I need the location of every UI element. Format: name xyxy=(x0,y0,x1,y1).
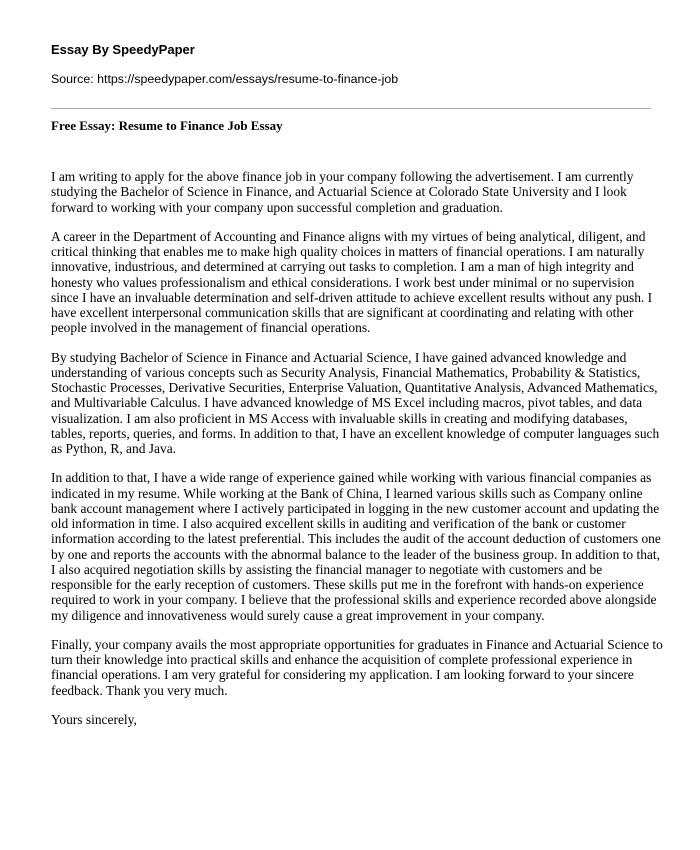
essay-body xyxy=(51,169,663,741)
essay-paragraph-4: In addition to that, I have a wide range of experience gained while working with various financial companies as indicated in my resume. While working at the Bank of China, I learned various skills such as Company online bank account management where I actively participated in logging in the new customer account and updating the old information in time. I also acquired excellent skills in auditing and verification of the bank or customer information according to the latest preferential. This includes the audit of the account deduction of customers one by one and reports the accounts with the abnormal balance to the leader of the business group. In addition to that, I also acquired negotiation skills by assisting the financial manager to negotiate with customers and be responsible for the early reception of customers. These skills put me in the forefront with hands-on experience required to work in your company. I believe that the professional skills and experience recorded above alongside my diligence and innovativeness would surely cause a great improvement in your company. xyxy=(51,470,661,623)
essay-paragraph-3: By studying Bachelor of Science in Finance and Actuarial Science, I have gained advanced knowledge and understanding of various concepts such as Security Analysis, Financial Mathematics, Probability & Statistics, Stochastic Processes, Derivative Securities, Enterprise Valuation, Quantitative Analysis, Advanced Mathematics, and Multivariable Calculus. I have advanced knowledge of MS Excel including macros, pivot tables, and data visualization. I am also proficient in MS Access with invaluable skills in creating and modifying databases, tables, reports, queries, and forms. In addition to that, I have an excellent knowledge of computer languages such as Python, R, and Java. xyxy=(51,349,660,456)
essay-paragraph-2: A career in the Department of Accounting and Finance aligns with my virtues of being analytical, diligent, and critical thinking that enables me to make high quality choices in matters of financial operations. I am naturally innovative, industrious, and determined at carrying out tasks to completion. I am a man of high integrity and honesty who values professionalism and ethical considerations. I work best under minimal or no supervision since I have an invaluable determination and self-driven attitude to achieve excellent results without any push. I have excellent interpersonal communication skills that are significant at coordinating and relating with other people involved in the management of financial operations. xyxy=(51,228,653,336)
source-line: Source: https://speedypaper.com/essays/resume-to-finance-job xyxy=(51,72,399,86)
essay-title: Free Essay: Resume to Finance Job Essay xyxy=(51,118,283,133)
document-header xyxy=(51,42,651,87)
brand-title: Essay By SpeedyPaper xyxy=(51,42,195,57)
header-divider xyxy=(51,108,651,109)
essay-closing: Yours sincerely, xyxy=(51,711,137,727)
essay-paragraph-1: I am writing to apply for the above finance job in your company following the advertisement. I am currently studying the Bachelor of Science in Finance, and Actuarial Science at Colorado State University and I look forward to working with your company upon successful completion and graduation. xyxy=(51,169,634,215)
essay-paragraph-5: Finally, your company avails the most appropriate opportunities for graduates in Finance and Actuarial Science to turn their knowledge into practical skills and enhance the acquisition of complete professional experience in financial operations. I am very grateful for considering my application. I am looking forward to your sincere feedback. Thank you very much. xyxy=(51,636,663,698)
